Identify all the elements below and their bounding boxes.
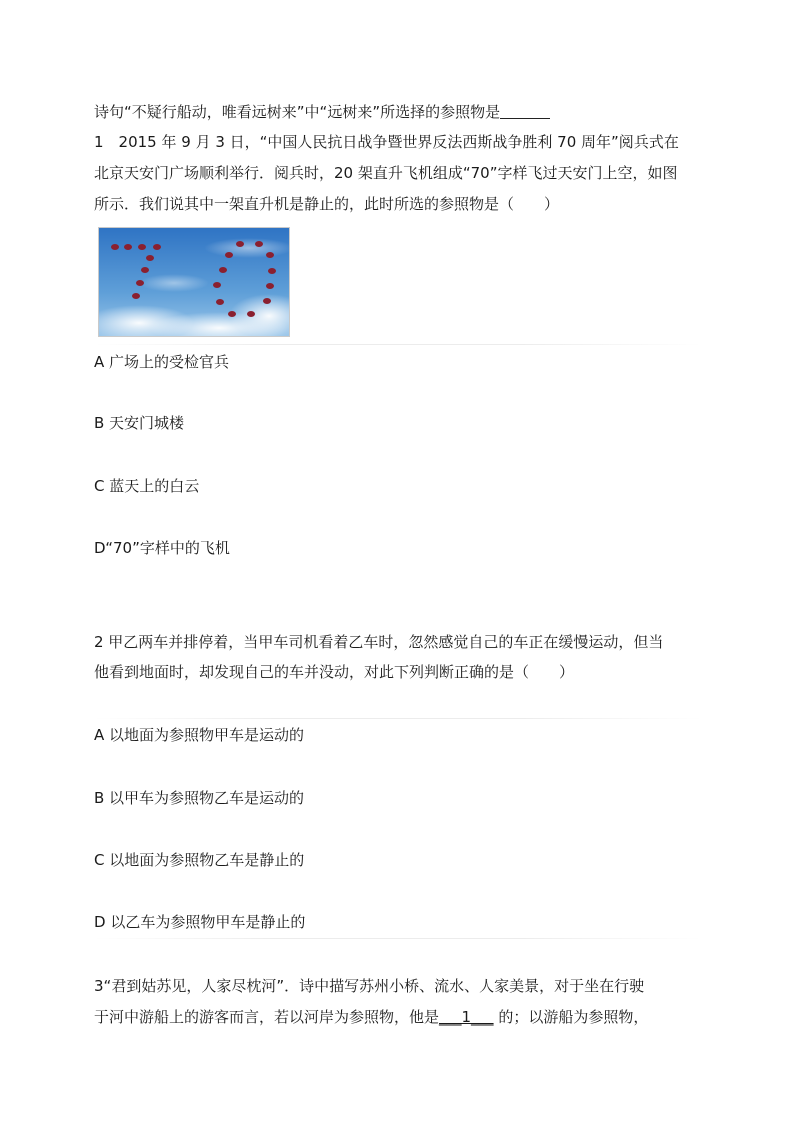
q3-stem-prefix: 于河中游船上的游客而言，若以河岸为参照物，他是 [94, 1008, 440, 1026]
q3-stem-line-1: 3“君到姑苏见，人家尽枕河”．诗中描写苏州小桥、流水、人家美景，对于坐在行驶 [94, 977, 645, 995]
q1-stem-line-1: 1 2015 年 9 月 3 日，“中国人民抗日战争暨世界反法西斯战争胜利 70 周年”阅兵式在 [94, 133, 679, 151]
intro-question-text: 诗句“不疑行船动，唯看远树来”中“远树来”所选择的参照物是 [94, 103, 501, 121]
divider [94, 344, 702, 345]
q1-stem-line-3: 所示．我们说其中一架直升机是静止的，此时所选的参照物是（ ） [94, 195, 560, 213]
intro-question [94, 102, 550, 122]
divider [94, 938, 702, 939]
q2-option-b[interactable]: B 以甲车为参照物乙车是运动的 [94, 789, 305, 807]
q3-stem-line-2 [94, 1007, 648, 1027]
q2-option-a[interactable]: A 以地面为参照物甲车是运动的 [94, 726, 305, 744]
q3-stem-suffix: 的；以游船为参照物， [493, 1008, 649, 1026]
q1-stem-line-2: 北京天安门广场顺利举行．阅兵时，20 架直升飞机组成“70”字样飞过天安门上空，如图 [94, 164, 678, 182]
helicopter-formation-photo [98, 227, 290, 337]
q3-answer-blank: ___1___ [439, 1008, 494, 1026]
q2-stem-line-2: 他看到地面时，却发现自己的车并没动，对此下列判断正确的是（ ） [94, 663, 575, 681]
q2-stem-line-1: 2 甲乙两车并排停着，当甲车司机看着乙车时，忽然感觉自己的车正在缓慢运动，但当 [94, 633, 664, 651]
q1-option-b[interactable]: B 天安门城楼 [94, 414, 185, 432]
answer-blank [500, 103, 550, 119]
q2-option-c[interactable]: C 以地面为参照物乙车是静止的 [94, 851, 305, 869]
q1-option-c[interactable]: C 蓝天上的白云 [94, 477, 200, 495]
q1-option-d[interactable]: D“70”字样中的飞机 [94, 539, 230, 557]
q2-option-d[interactable]: D 以乙车为参照物甲车是静止的 [94, 913, 306, 931]
q1-option-a[interactable]: A 广场上的受检官兵 [94, 353, 230, 371]
divider [94, 718, 702, 719]
